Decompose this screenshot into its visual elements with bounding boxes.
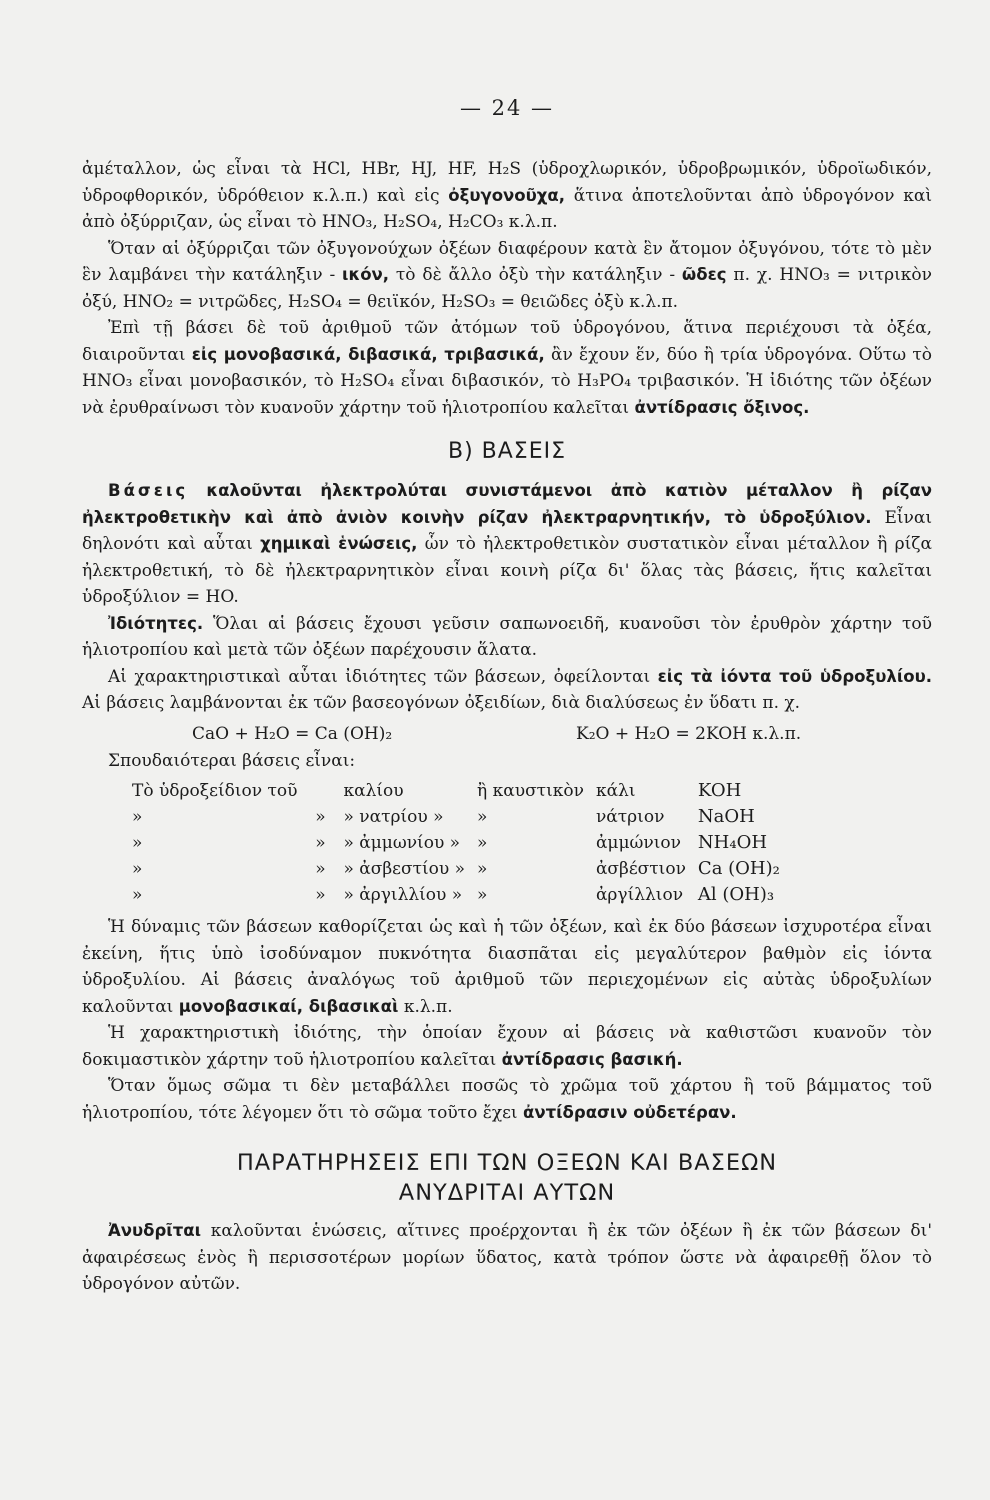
- bases-cell-c1: »: [132, 807, 143, 827]
- text: καλοῦνται ἑνώσεις, αἵτινες προέρχονται ἢ ἐκ τῶν ὀξέων ἢ ἐκ τῶν βάσεων δι' ἀφαιρέσεως ἑνὸς ἢ περισσοτέρων μορίων ὕδατος, κατὰ τρόπον ὥστε νὰ ἀφαιρεθῇ ὅλον τὸ ὑδρογόνον αὐτῶν.: [82, 1221, 932, 1294]
- text: Αἱ βάσεις λαμβάνονται ἐκ τῶν βασεογόνων ὀξειδίων, διὰ διαλύσεως ἐν ὕδατι π. χ.: [82, 693, 801, 713]
- text: Ὅλαι αἱ βάσεις ἔχουσι γεῦσιν σαπωνοειδῆ, κυανοῦσι τὸν ἐρυθρὸν χάρτην τοῦ ἡλιοτροπίου καὶ μετὰ τῶν ὀξέων παρέχουσιν ἅλατα.: [82, 613, 933, 660]
- bases-cell-c2: »: [315, 859, 326, 879]
- bases-cell-c6: KOH: [697, 780, 742, 801]
- bold-definition: καλοῦνται ἠλεκτρολύται συνιστάμενοι ἀπὸ κατιὸν μέταλλον ἢ ρίζαν ἠλεκτροθετικὴν καὶ ἀπὸ ἀνιὸν κοινὴν ρίζαν ἠλεκτραρνητικήν, τὸ ὑδροξύλιον.: [82, 481, 933, 527]
- heading-line-1: ΠΑΡΑΤΗΡΗΣΕΙΣ ΕΠΙ ΤΩΝ ΟΞΕΩΝ ΚΑΙ ΒΑΣΕΩΝ: [236, 1150, 778, 1176]
- bases-cell-c2: [303, 778, 337, 804]
- text: π. χ. HNO₃ = νιτρικὸν ὀξύ, HNO₂ = νιτρῶδες, H₂SO₄ = θειϊκόν, H₂SO₃ = θειῶδες ὀξὺ κ.λ.π.: [82, 265, 932, 312]
- text: Ἐπὶ τῇ βάσει δὲ τοῦ ἀριθμοῦ τῶν ἀτόμων τοῦ ὑδρογόνου, ἅτινα περιέχουσι τὰ ὀξέα, διαιροῦνται: [82, 318, 932, 365]
- text: Ὅταν ὅμως σῶμα τι δὲν μεταβάλλει ποσῶς τὸ χρῶμα τοῦ χάρτου ἢ τοῦ βάμματος τοῦ ἡλιοτροπίου, τότε λέγομεν ὅτι τὸ σῶμα τοῦτο ἔχει: [82, 1076, 932, 1123]
- bold-term: Ἀνυδρῖται: [108, 1221, 202, 1240]
- bases-cell-c3: » νατρίου »: [343, 807, 444, 827]
- bases-cell-c1: »: [132, 885, 143, 905]
- section-heading-bases: Β) ΒΑΣΕΙΣ: [447, 439, 566, 464]
- bases-table-row: [126, 830, 786, 856]
- bases-cell-c5: νάτριον: [595, 807, 665, 827]
- text: Ἡ χαρακτηριστικὴ ἰδιότης, τὴν ὁποίαν ἔχουν αἱ βάσεις νὰ καθιστῶσι κυανοῦν τὸν δοκιμαστικὸν χάρτην τοῦ ἡλιοτροπίου καλεῖται: [82, 1023, 932, 1070]
- section-heading-remarks: [82, 1148, 932, 1208]
- text: Ὅταν αἱ ὀξύρριζαι τῶν ὀξυγονούχων ὀξέων διαφέρουν κατὰ ἓν ἄτομον ὀξυγόνου, τότε τὸ μὲν ἓν λαμβάνει τὴν κατάληξιν -: [82, 238, 932, 285]
- bases-cell-c6: Ca (OH)₂: [697, 858, 780, 879]
- text: Ἡ δύναμις τῶν βάσεων καθορίζεται ὡς καὶ ἡ τῶν ὀξέων, καὶ ἐκ δύο βάσεων ἰσχυροτέρα εἶναι ἐκείνη, ἥτις ὑπὸ ἰσοδύναμον πυκνότητα διασπᾶται εἰς μεγαλύτερον βαθμὸν εἰς ἰόντα ὑδροξυλίου. Αἱ βάσεις ἀναλόγως τοῦ ἀριθμοῦ τῶν περιεχομένων εἰς αὐτὰς ὑδροξυλίων καλοῦνται: [82, 917, 932, 1017]
- bases-cell-c5: κάλι: [595, 781, 636, 801]
- bold-term: εἰς τὰ ἰόντα τοῦ ὑδροξυλίου.: [657, 666, 933, 686]
- paragraph-basic-reaction: [82, 1020, 932, 1073]
- equation-k2o: K₂O + H₂O = 2KOH κ.λ.π.: [576, 723, 802, 744]
- bases-cell-c4: »: [477, 859, 488, 879]
- paragraph-acid-types: [82, 156, 932, 236]
- text: ἀμέταλλον, ὡς εἶναι τὰ HCl, HBr, HJ, HF, H₂S (ὑδροχλωρικόν, ὑδροβρωμικόν, ὑδροϊωδικόν, ὑδροφθορικόν, ὑδρόθειον κ.λ.π.) καὶ εἰς: [82, 159, 932, 206]
- bold-term: μονοβασικαί, διβασικαὶ: [178, 996, 399, 1016]
- bases-cell-c4: »: [477, 833, 488, 853]
- bases-cell-c3: » ἀσβεστίου »: [343, 859, 466, 879]
- bases-table-row: [126, 778, 786, 804]
- bases-cell-c3: καλίου: [343, 781, 404, 801]
- bases-cell-c2: »: [315, 885, 326, 905]
- bold-term: εἰς μονοβασικά, διβασικά, τριβασικά,: [191, 344, 545, 364]
- paragraph-base-strength: [82, 914, 932, 1020]
- equation-cao: CaO + H₂O = Ca (OH)₂: [192, 723, 393, 744]
- bold-spaced-term: Βάσεις: [108, 481, 189, 500]
- bold-term: χημικαὶ ἑνώσεις,: [260, 534, 418, 553]
- bold-term: ὀξυγονοῦχα,: [448, 185, 565, 205]
- paragraph-neutral-reaction: [82, 1073, 932, 1126]
- text: Αἱ χαρακτηριστικαὶ αὗται ἰδιότητες τῶν βάσεων, ὀφείλονται: [108, 666, 651, 687]
- bases-table-row: [126, 856, 786, 882]
- equations-row: [82, 721, 932, 748]
- bases-cell-c5: ἀσβέστιον: [595, 859, 686, 879]
- paragraph-anhydrides: [82, 1218, 932, 1298]
- bases-cell-c6: NaOH: [697, 806, 755, 827]
- bases-cell-c3: » ἀμμωνίου »: [343, 833, 461, 853]
- bases-cell-c1: Τὸ ὑδροξείδιον τοῦ: [132, 781, 298, 801]
- bases-table-row: [126, 882, 786, 908]
- bases-cell-c4: »: [477, 885, 488, 905]
- paragraph-acid-endings: [82, 236, 932, 316]
- bases-cell-c3: » ἀργιλλίου »: [343, 885, 463, 905]
- bases-cell-c2: »: [315, 807, 326, 827]
- paragraph-properties: [82, 611, 932, 664]
- list-intro: Σπουδαιότεραι βάσεις εἶναι:: [108, 750, 356, 771]
- bases-cell-c1: »: [132, 859, 143, 879]
- bases-cell-c6: Al (OH)₃: [697, 884, 775, 905]
- paragraph-hydroxyl-ions: [82, 664, 932, 717]
- text: ἂν ἔχουν ἕν, δύο ἢ τρία ὑδρογόνα. Οὕτω τὸ HNO₃ εἶναι μονοβασικόν, τὸ H₂SO₄ εἶναι διβασικόν, τὸ H₃PO₄ τριβασικόν. Ἡ ἰδιότης τῶν ὀξέων νὰ ἐρυθραίνωσι τὸν κυανοῦν χάρτην τοῦ ἡλιοτροπίου καλεῖται: [82, 344, 933, 418]
- bases-cell-c1: »: [132, 833, 143, 853]
- bold-term: ῶδες: [681, 265, 727, 284]
- bases-cell-c5: ἀργίλλιον: [595, 885, 684, 905]
- bold-term: ἀντίδρασις ὄξινος.: [634, 397, 810, 417]
- heading-line-2: ΑΝΥΔΡΙΤΑΙ ΑΥΤΩΝ: [398, 1180, 616, 1206]
- text: τὸ δὲ ἄλλο ὀξὺ τὴν κατάληξιν -: [395, 265, 676, 285]
- bases-cell-c4: »: [477, 807, 488, 827]
- bold-term: ικόν,: [342, 265, 390, 284]
- bases-table-row: [126, 804, 786, 830]
- text: κ.λ.π.: [403, 996, 453, 1017]
- bold-term: ἀντίδρασιν οὐδετέραν.: [523, 1102, 737, 1122]
- text: ἅτινα ἀποτελοῦνται ἀπὸ ὑδρογόνον καὶ ἀπὸ ὀξύρριζαν, ὡς εἶναι τὸ HNO₃, H₂SO₄, H₂CO₃ κ.λ.π.: [82, 185, 932, 232]
- page-number: — 24 —: [459, 96, 555, 120]
- bold-term: ἀντίδρασις βασική.: [501, 1049, 683, 1069]
- bases-cell-c6: NH₄OH: [697, 832, 768, 853]
- bases-cell-c4: ἢ καυστικὸν: [477, 781, 584, 801]
- bases-cell-c2: »: [315, 833, 326, 853]
- bases-table-body: [126, 778, 786, 908]
- bases-cell-c5: ἀμμώνιον: [595, 833, 681, 853]
- bold-term: Ἰδιότητες.: [108, 613, 204, 633]
- paragraph-acid-basicity: [82, 315, 932, 421]
- bases-table: [126, 778, 786, 908]
- text: Εἶναι δηλονότι καὶ αὗται: [82, 507, 933, 554]
- text: ὧν τὸ ἠλεκτροθετικὸν συστατικὸν εἶναι μέταλλον ἢ ρίζα ἠλεκτροθετική, τὸ δὲ ἠλεκτραρνητικὸν εἶναι κοινὴ ρίζα δι' ὅλας τὰς βάσεις, ἥτις καλεῖται ὑδροξύλιον = HO.: [82, 534, 932, 607]
- paragraph-bases-definition: [82, 478, 932, 611]
